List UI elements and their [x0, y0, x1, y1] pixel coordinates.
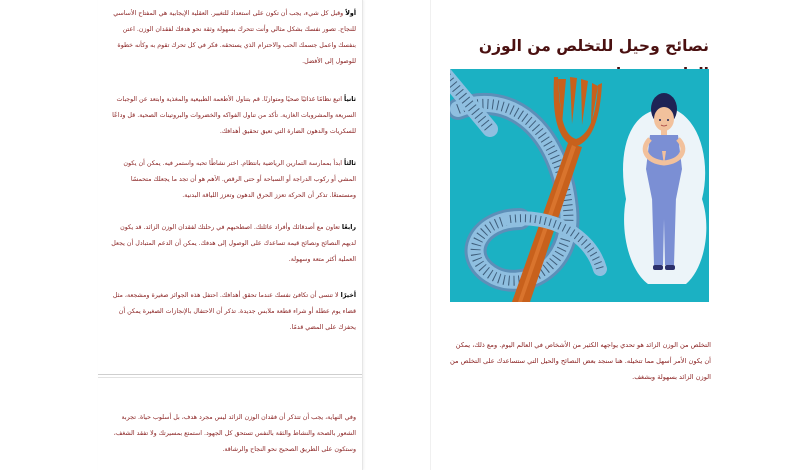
paragraph-third — [106, 156, 356, 204]
right-page — [430, 0, 731, 470]
paragraph-text: وفي النهاية، يجب أن تتذكر أن فقدان الوزن الزائد ليس مجرد هدف، بل أسلوب حياة. تجربة الشعور بالصحة والنشاط والثقة بالنفس تستحق كل الجهود. استمتع بمسيرتك ولا تفقد الشغف، وستكون على الطريق الصحيح نحو النجاح والرشاقة. — [113, 414, 356, 453]
paragraph-text: تعاون مع أصدقائك وأفراد عائلتك. اصطحبهم في رحلتك لفقدان الوزن الزائد. قد يكون لديهم النصائح ونصائح قيمة تساعدك على الوصول إلى هدفك. يمكن أن الدعم المتبادل أن يجعل العملية أكثر متعة وسهولة. — [111, 224, 356, 263]
paragraph-first — [106, 6, 356, 70]
article-intro: التخلص من الوزن الزائد هو تحدي يواجهه الكثير من الأشخاص في العالم اليوم. ومع ذلك، يمكن أن يكون الأمر أسهل مما تتخيله. هنا سنجد بعض النصائح والحيل التي ستساعدك على التخلص من الوزن الزائد بسهولة وبشغف. — [449, 340, 711, 381]
paragraph-fourth — [106, 220, 356, 268]
paragraph-text: لا تنسى أن تكافئ نفسك عندما تحقق أهدافك. احتفل هذه الجوائز صغيرة ومشجعة، مثل قضاء يوم عطلة أو شراء قطعة ملابس جديدة. تذكر أن الاحتفال بالإنجازات الصغيرة يمكن أن يحفزك على المضي قدمًا. — [112, 292, 356, 331]
weight-loss-illustration — [450, 69, 709, 302]
woman-figure-icon — [623, 93, 706, 284]
paragraph-text: ابدأ بممارسة التمارين الرياضية بانتظام. اختر نشاطًا تحبه واستمر فيه. يمكن أن يكون المشي أو ركوب الدراجة أو السباحة أو حتى الرقص. الأهم هو أن تجد ما يجعلك متحمسًا ومستمتعًا. تذكر أن الحركة تعزز الحرق الدهون وتعزز اللياقة البدنية. — [123, 160, 356, 199]
paragraph-lead: ثانياً — [343, 96, 356, 103]
left-page — [98, 0, 363, 470]
paragraph-text: اتبع نظامًا غذائيًا صحيًا ومتوازنًا. قم بتناول الأطعمة الطبيعية والمغذية وابتعد عن الوجبات السريعة والمشروبات الغازية. تأكد من تناول الفواكه والخضروات والبروتينات الصحية. قل وداعًا للسكريات والدهون الضارة التي تعيق تحقيق أهدافك. — [112, 96, 356, 135]
paragraph-text: وقبل كل شيء، يجب أن تكون على استعداد للتغيير. العقلية الإيجابية هي المفتاح الأساسي للنجاح. تصور نفسك بشكل مثالي وأنت تتحرك بسهولة وثقة نحو هدفك لفقدان الوزن. اعتن بنفسك واعمل جسمك الحب والاحترام الذي يستحقه. فكر في كل تحرك تقوم به وكأنه خطوة للوصول إلى الأفضل. — [113, 10, 356, 65]
paragraph-second — [106, 92, 356, 140]
paragraph-lead: أولاً — [345, 10, 356, 17]
measuring-tape-icon — [450, 69, 568, 281]
article-title: نصائح وحيل للتخلص من الوزن — [478, 37, 709, 55]
paragraph-fifth — [106, 288, 356, 336]
paragraph-lead: رابعًا — [341, 224, 356, 231]
paragraph-lead: أخيرًا — [340, 292, 356, 299]
paragraph-lead: ثالثاً — [343, 160, 356, 167]
paragraph-conclusion — [106, 410, 356, 458]
